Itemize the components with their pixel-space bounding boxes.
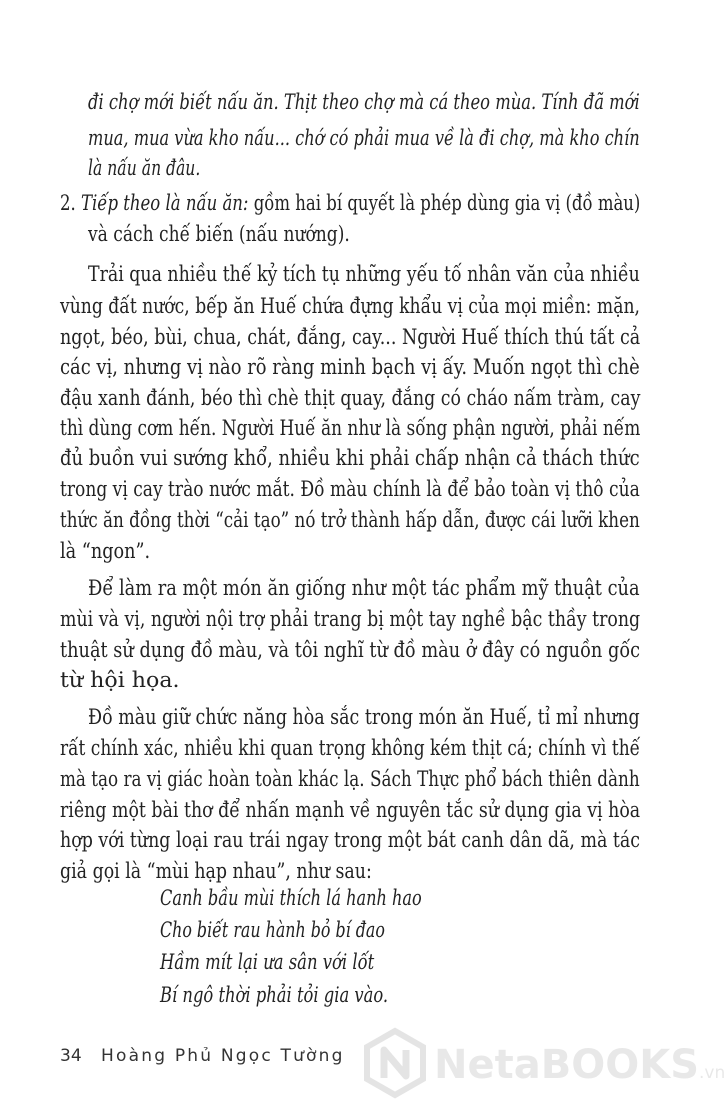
text-line: riêng một bài thơ để nhấn mạnh về nguyên tắc sử dụng gia vị hòa xyxy=(60,798,641,822)
poem-line: Canh bầu mùi thích lá hanh hao xyxy=(160,886,422,910)
text-segment: Tiếp theo là nấu ăn: xyxy=(80,191,249,215)
page-number: 34 xyxy=(60,1046,82,1066)
text-line: từ hội họa. xyxy=(60,668,180,692)
watermark-brand: NetaBOOKS xyxy=(434,1042,700,1088)
netabooks-logo-icon xyxy=(360,1028,430,1098)
text-line: và cách chế biến (nấu nướng). xyxy=(88,222,350,246)
text-segment: gồm hai bí quyết là phép dùng gia vị (đồ màu) xyxy=(248,191,641,215)
text-line: vùng đất nước, bếp ăn Huế chứa đựng khẩu vị của mọi miền: mặn, xyxy=(60,294,640,318)
page-footer xyxy=(60,1046,345,1066)
text-line: thì dùng cơm hến. Người Huế ăn như là sống phận người, phải nếm xyxy=(60,416,641,440)
watermark-text xyxy=(434,1042,725,1088)
text-line: đủ buồn vui sướng khổ, nhiều khi phải chấp nhận cả thách thức xyxy=(60,446,640,470)
text-line: các vị, nhưng vị nào rõ ràng minh bạch vị ấy. Muốn ngọt thì chè xyxy=(60,355,640,379)
text-line: Trải qua nhiều thế kỷ tích tụ những yếu tố nhân văn của nhiều xyxy=(88,262,640,286)
author-name: Hoàng Phủ Ngọc Tường xyxy=(101,1046,345,1066)
text-line: hợp với từng loại rau trái ngay trong một bát canh dân dã, mà tác xyxy=(60,828,641,852)
text-line: thuật sử dụng đồ màu, và tôi nghĩ từ đồ màu ở đây có nguồn gốc xyxy=(60,638,641,662)
poem-line: Hầm mít lại ưa sân với lốt xyxy=(160,950,375,974)
text-line: đi chợ mới biết nấu ăn. Thịt theo chợ mà cá theo mùa. Tính đã mới xyxy=(88,90,640,114)
text-line: mùi và vị, người nội trợ phải trang bị một tay nghề bậc thầy trong xyxy=(60,607,641,631)
text-line: đậu xanh đánh, béo thì chè thịt quay, đắng có cháo nấm tràm, cay xyxy=(60,386,641,410)
text-line: thức ăn đồng thời “cải tạo” nó trở thành hấp dẫn, được cái lưỡi khen xyxy=(60,508,640,532)
watermark xyxy=(360,1028,725,1098)
text-line: Đồ màu giữ chức năng hòa sắc trong món ăn Huế, tỉ mỉ nhưng xyxy=(88,705,640,729)
text-line: mua, mua vừa kho nấu... chớ có phải mua về là đi chợ, mà kho chín xyxy=(88,126,640,150)
text-line: Để làm ra một món ăn giống như một tác phẩm mỹ thuật của xyxy=(88,576,640,600)
text-line: giả gọi là “mùi hạp nhau”, như sau: xyxy=(60,859,372,883)
text-line: trong vị cay trào nước mắt. Đồ màu chính là để bảo toàn vị thô của xyxy=(60,477,640,501)
text-line: ngọt, béo, bùi, chua, chát, đắng, cay... Người Huế thích thú tất cả xyxy=(60,325,641,349)
text-line: mà tạo ra vị giác hoàn toàn khác lạ. Sách Thực phổ bách thiên dành xyxy=(60,767,640,791)
text-line: rất chính xác, nhiều khi quan trọng không kém thịt cá; chính vì thế xyxy=(60,736,641,760)
watermark-suffix: .vn xyxy=(699,1063,725,1083)
text-segment: 2. xyxy=(60,191,81,215)
text-line xyxy=(60,193,640,214)
text-line: là “ngon”. xyxy=(60,539,151,563)
poem-line: Bí ngô thời phải tỏi gia vào. xyxy=(160,983,389,1007)
text-line: là nấu ăn đâu. xyxy=(88,156,201,180)
poem-line: Cho biết rau hành bỏ bí đao xyxy=(160,918,385,942)
